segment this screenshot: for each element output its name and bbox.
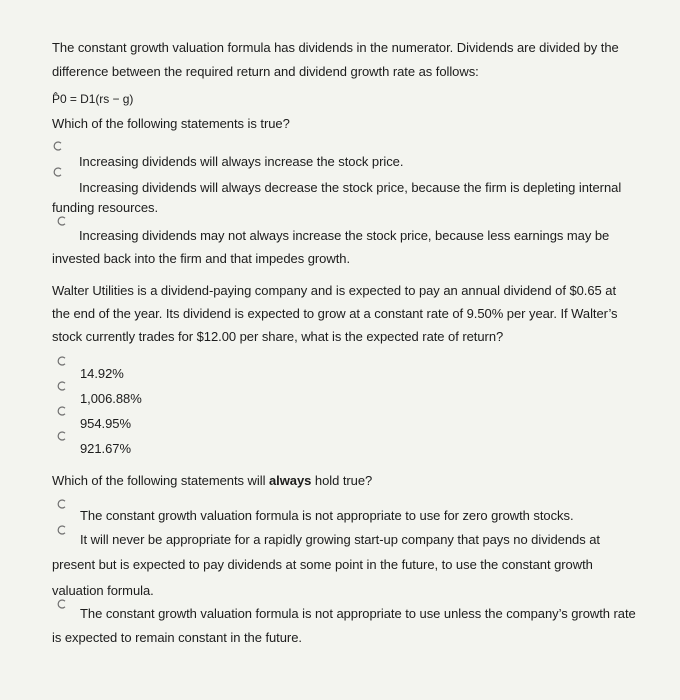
q3-prompt-start: Which of the following statements will bbox=[52, 473, 269, 488]
q3-option-3-label-line-2: is expected to remain constant in the future. bbox=[52, 630, 302, 645]
q3-option-3-label-line-1: The constant growth valuation formula is not appropriate to use unless the company’s growth rate bbox=[80, 606, 636, 621]
q3-option-1-radio[interactable] bbox=[57, 499, 67, 509]
q2-option-2-label: 1,006.88% bbox=[80, 391, 142, 406]
q2-option-4-radio[interactable] bbox=[57, 431, 67, 441]
q1-option-2-label-line-2: funding resources. bbox=[52, 200, 159, 215]
q2-option-1-label: 14.92% bbox=[80, 366, 124, 381]
q2-text-line-2: the end of the year. Its dividend is expected to grow at a constant rate of 9.50% per year. If Walter’s bbox=[52, 306, 618, 321]
q2-option-3-radio[interactable] bbox=[57, 406, 67, 416]
q1-option-1-radio[interactable] bbox=[53, 141, 63, 151]
q2-text-line-1: Walter Utilities is a dividend-paying company and is expected to pay an annual dividend of $0.65 at bbox=[52, 283, 617, 298]
q3-option-2-label-line-1: It will never be appropriate for a rapidly growing start-up company that pays no dividends at bbox=[80, 532, 600, 547]
q1-option-3-label-line-1: Increasing dividends may not always increase the stock price, because less earnings may be bbox=[79, 228, 610, 243]
q1-option-2-radio[interactable] bbox=[53, 167, 63, 177]
q3-option-2-label-line-2: present but is expected to pay dividends at some point in the future, to use the constant growth bbox=[52, 557, 593, 572]
q3-prompt bbox=[52, 473, 372, 488]
q3-option-2-label-line-3: valuation formula. bbox=[52, 583, 154, 598]
q1-prompt: Which of the following statements is true? bbox=[52, 116, 290, 131]
q2-option-3-label: 954.95% bbox=[80, 416, 131, 431]
q1-formula: P̂0 = D1(rs − g) bbox=[52, 92, 134, 106]
q1-option-3-label-line-2: invested back into the firm and that impedes growth. bbox=[52, 251, 351, 266]
q2-option-4-label: 921.67% bbox=[80, 441, 131, 456]
q1-intro-line-1: The constant growth valuation formula has dividends in the numerator. Dividends are divided by the bbox=[52, 40, 619, 55]
q1-option-1-label: Increasing dividends will always increase the stock price. bbox=[79, 154, 404, 169]
q1-intro-line-2: difference between the required return and dividend growth rate as follows: bbox=[52, 64, 479, 79]
q3-prompt-end: hold true? bbox=[311, 473, 373, 488]
q1-option-2-label-line-1: Increasing dividends will always decrease the stock price, because the firm is depleting internal bbox=[79, 180, 622, 195]
q2-text-line-3: stock currently trades for $12.00 per share, what is the expected rate of return? bbox=[52, 329, 504, 344]
q3-option-2-radio[interactable] bbox=[57, 525, 67, 535]
q3-prompt-emphasis: always bbox=[268, 473, 312, 488]
q2-option-1-radio[interactable] bbox=[57, 356, 67, 366]
q3-option-3-radio[interactable] bbox=[57, 599, 67, 609]
q2-option-2-radio[interactable] bbox=[57, 381, 67, 391]
q1-option-3-radio[interactable] bbox=[57, 216, 67, 226]
q3-option-1-label: The constant growth valuation formula is not appropriate to use for zero growth stocks. bbox=[80, 508, 574, 523]
